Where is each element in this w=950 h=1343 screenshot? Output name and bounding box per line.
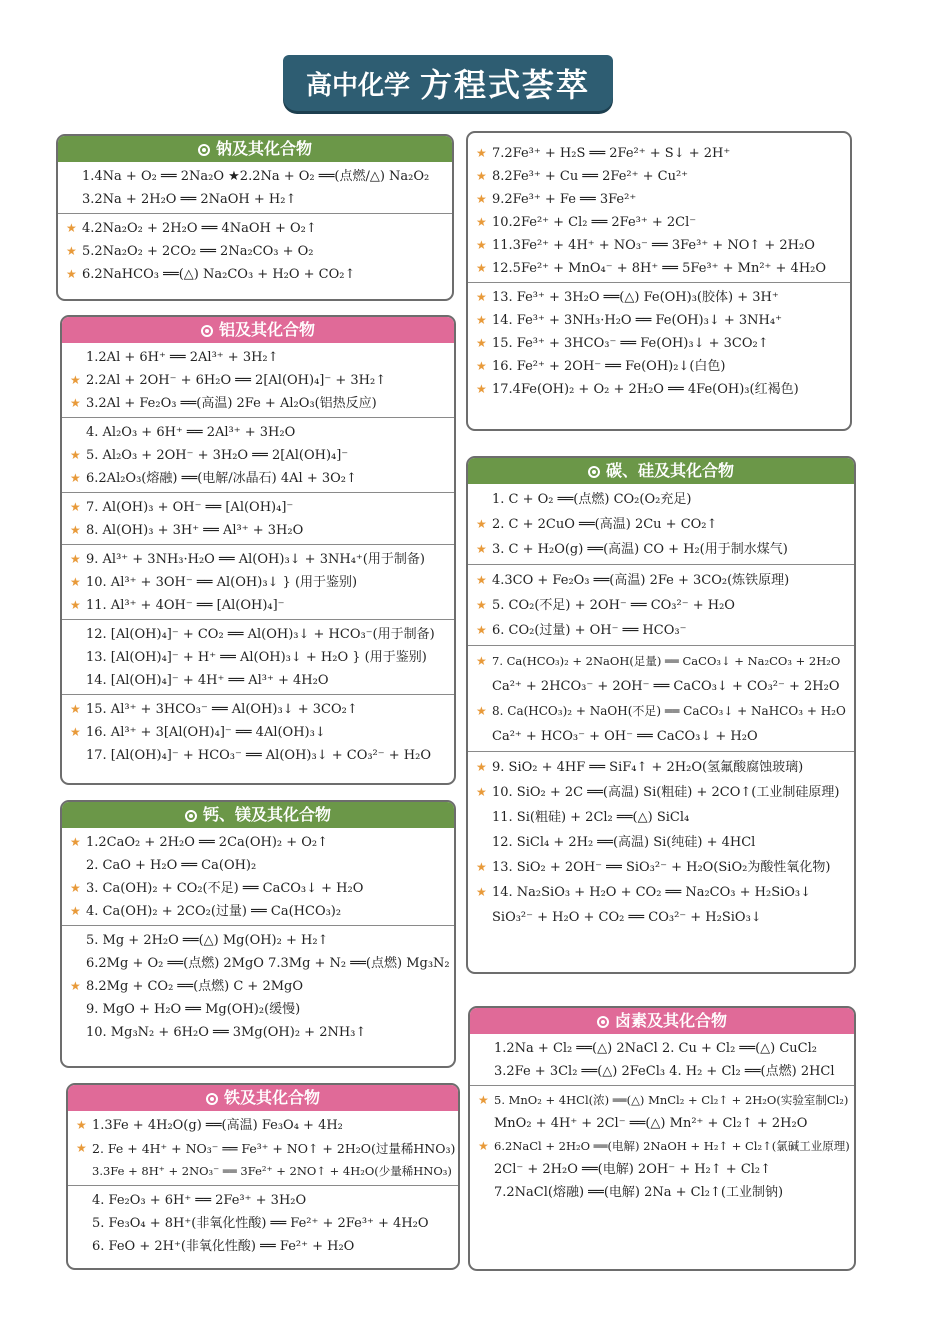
equation-group: [62, 544, 454, 619]
equation-text: 7.2Fe³⁺ + H₂S ══ 2Fe²⁺ + S↓ + 2H⁺: [492, 146, 731, 161]
equation-text: 2. C + 2CuO ══(高温) 2Cu + CO₂↑: [492, 517, 718, 532]
star-icon: ★: [76, 1118, 87, 1132]
equation-line: [62, 744, 454, 767]
equation-line: [468, 593, 854, 618]
equation-group: [468, 751, 854, 932]
equation-line: [62, 929, 454, 952]
equation-text: 8.2Mg + CO₂ ══(点燃) C + 2MgO: [86, 979, 304, 994]
section-header: [68, 1085, 458, 1111]
section-title: 钠及其化合物: [215, 139, 312, 158]
equation-line: [468, 649, 854, 674]
star-icon: ★: [476, 382, 487, 396]
star-icon: ★: [478, 1139, 489, 1153]
equation-line: [62, 998, 454, 1021]
equation-group: [62, 619, 454, 694]
equation-text: 13. [Al(OH)₄]⁻ + H⁺ ══ Al(OH)₃↓ + H₂O } (用于鉴别): [86, 650, 427, 665]
equation-text: 6.2Mg + O₂ ══(点燃) 2MgO 7.3Mg + N₂ ══(点燃) Mg₃N₂: [86, 956, 450, 971]
equation-line: [58, 217, 452, 240]
equation-text: 5. MnO₂ + 4HCl(浓) ══(△) MnCl₂ + Cl₂↑ + 2H₂O(实验室制Cl₂): [494, 1093, 849, 1107]
equation-line: [468, 855, 854, 880]
equation-line: [62, 421, 454, 444]
star-icon: ★: [70, 373, 81, 387]
equation-text: 16. Al³⁺ + 3[Al(OH)₄]⁻ ══ 4Al(OH)₃↓: [86, 725, 326, 740]
equation-line: [62, 831, 454, 854]
equation-text: 8.2Fe³⁺ + Cu ══ 2Fe²⁺ + Cu²⁺: [492, 169, 689, 184]
section-title: 碳、硅及其化合物: [605, 461, 734, 480]
equation-text: 6.2NaHCO₃ ══(△) Na₂CO₃ + H₂O + CO₂↑: [82, 267, 356, 282]
section-header: [62, 317, 454, 343]
target-icon: [201, 325, 213, 337]
equation-line: [468, 905, 854, 930]
section-header: [468, 458, 854, 484]
star-icon: ★: [66, 267, 77, 281]
equation-line: [62, 392, 454, 415]
star-icon: ★: [66, 244, 77, 258]
equation-group: [62, 492, 454, 544]
section-sodium: [56, 134, 454, 301]
equation-line: [468, 755, 854, 780]
star-icon: ★: [70, 523, 81, 537]
star-icon: ★: [70, 598, 81, 612]
star-icon: ★: [476, 215, 487, 229]
section-iron: [66, 1083, 460, 1270]
section-body: [62, 343, 454, 769]
section-header: [470, 1008, 854, 1034]
equation-line: [68, 1137, 458, 1160]
equation-text: 1.4Na + O₂ ══ 2Na₂O ★2.2Na + O₂ ══(点燃/△) Na₂O₂: [82, 169, 430, 184]
equation-text: 12. [Al(OH)₄]⁻ + CO₂ ══ Al(OH)₃↓ + HCO₃⁻(用于制备): [86, 627, 435, 642]
equation-text: 1.3Fe + 4H₂O(g) ══(高温) Fe₃O₄ + 4H₂: [92, 1118, 343, 1133]
equation-text: 14. Na₂SiO₃ + H₂O + CO₂ ══ Na₂CO₃ + H₂SiO₃↓: [492, 885, 812, 900]
section-body: [62, 828, 454, 1046]
equation-text: 12.5Fe²⁺ + MnO₄⁻ + 8H⁺ ══ 5Fe³⁺ + Mn²⁺ + 4H₂O: [492, 261, 827, 276]
star-icon: ★: [70, 448, 81, 462]
equation-group: [468, 139, 850, 282]
section-header: [62, 802, 454, 828]
star-icon: ★: [476, 290, 487, 304]
equation-line: [468, 724, 854, 749]
equation-text: 2Cl⁻ + 2H₂O ══(电解) 2OH⁻ + H₂↑ + Cl₂↑: [494, 1162, 772, 1177]
equation-text: 1. C + O₂ ══(点燃) CO₂(O₂充足): [492, 492, 692, 507]
section-body: [468, 484, 854, 932]
star-icon: ★: [70, 575, 81, 589]
equation-line: [62, 571, 454, 594]
equation-line: [468, 142, 850, 165]
equation-line: [62, 854, 454, 877]
equation-text: Ca²⁺ + HCO₃⁻ + OH⁻ ══ CaCO₃↓ + H₂O: [492, 729, 758, 744]
equation-group: [58, 213, 452, 288]
star-icon: ★: [70, 835, 81, 849]
equation-line: [470, 1037, 854, 1060]
star-icon: ★: [476, 169, 487, 183]
equation-text: 5.2Na₂O₂ + 2CO₂ ══ 2Na₂CO₃ + O₂: [82, 244, 314, 259]
star-icon: ★: [70, 979, 81, 993]
equation-line: [470, 1112, 854, 1135]
equation-group: [468, 564, 854, 645]
equation-line: [470, 1158, 854, 1181]
equation-text: 5. Al₂O₃ + 2OH⁻ + 3H₂O ══ 2[Al(OH)₄]⁻: [86, 448, 349, 463]
star-icon: ★: [70, 702, 81, 716]
equation-text: 3. C + H₂O(g) ══(高温) CO + H₂(用于制水煤气): [492, 542, 788, 557]
equation-line: [62, 496, 454, 519]
equation-line: [468, 165, 850, 188]
equation-text: 3.2Fe + 3Cl₂ ══(△) 2FeCl₃ 4. H₂ + Cl₂ ══(点燃) 2HCl: [494, 1064, 835, 1079]
equation-line: [62, 952, 454, 975]
star-icon: ★: [476, 860, 487, 874]
equation-line: [62, 698, 454, 721]
equation-text: 13. Fe³⁺ + 3H₂O ══(△) Fe(OH)₃(胶体) + 3H⁺: [492, 290, 779, 305]
equation-line: [68, 1235, 458, 1258]
star-icon: ★: [476, 336, 487, 350]
equation-text: 9. SiO₂ + 4HF ══ SiF₄↑ + 2H₂O(氢氟酸腐蚀玻璃): [492, 760, 804, 775]
equation-line: [62, 975, 454, 998]
equation-text: 10. Mg₃N₂ + 6H₂O ══ 3Mg(OH)₂ + 2NH₃↑: [86, 1025, 367, 1040]
equation-text: 10. SiO₂ + 2C ══(高温) Si(粗硅) + 2CO↑(工业制硅原理): [492, 785, 840, 800]
equation-line: [468, 286, 850, 309]
equation-text: 2.2Al + 2OH⁻ + 6H₂O ══ 2[Al(OH)₄]⁻ + 3H₂↑: [86, 373, 387, 388]
target-icon: [206, 1093, 218, 1105]
section-carbon-silicon: [466, 456, 856, 974]
equation-line: [58, 188, 452, 211]
equation-line: [468, 880, 854, 905]
star-icon: ★: [70, 471, 81, 485]
star-icon: ★: [476, 359, 487, 373]
equation-text: 10.2Fe²⁺ + Cl₂ ══ 2Fe³⁺ + 2Cl⁻: [492, 215, 697, 230]
equation-text: 1.2Al + 6H⁺ ══ 2Al³⁺ + 3H₂↑: [86, 350, 279, 365]
title-part2: 方程式荟萃: [420, 66, 591, 104]
equation-text: 4. Ca(OH)₂ + 2CO₂(过量) ══ Ca(HCO₃)₂: [86, 904, 342, 919]
equation-text: 3.2Na + 2H₂O ══ 2NaOH + H₂↑: [82, 192, 297, 207]
equation-line: [68, 1160, 458, 1183]
section-calcium-magnesium: [60, 800, 456, 1068]
target-icon: [597, 1016, 609, 1028]
equation-line: [468, 805, 854, 830]
equation-line: [58, 240, 452, 263]
equation-line: [468, 618, 854, 643]
equation-line: [62, 646, 454, 669]
equation-text: 5. CO₂(不足) + 2OH⁻ ══ CO₃²⁻ + H₂O: [492, 598, 735, 613]
equation-line: [62, 444, 454, 467]
equation-line: [468, 378, 850, 401]
section-aluminum: [60, 315, 456, 785]
star-icon: ★: [476, 623, 487, 637]
equation-line: [468, 257, 850, 280]
equation-group: [68, 1185, 458, 1260]
equation-text: 1.2Na + Cl₂ ══(△) 2NaCl 2. Cu + Cl₂ ══(△) CuCl₂: [494, 1041, 817, 1056]
equation-text: 14. Fe³⁺ + 3NH₃·H₂O ══ Fe(OH)₃↓ + 3NH₄⁺: [492, 313, 782, 328]
equation-group: [62, 417, 454, 492]
equation-line: [468, 234, 850, 257]
equation-group: [468, 282, 850, 403]
equation-group: [62, 925, 454, 1046]
equation-line: [68, 1114, 458, 1137]
star-icon: ★: [476, 704, 487, 718]
star-icon: ★: [476, 542, 487, 556]
equation-text: 3. Ca(OH)₂ + CO₂(不足) ══ CaCO₃↓ + H₂O: [86, 881, 364, 896]
equation-line: [468, 699, 854, 724]
star-icon: ★: [70, 500, 81, 514]
equation-line: [62, 900, 454, 923]
equation-line: [58, 165, 452, 188]
equation-line: [62, 369, 454, 392]
equation-line: [62, 877, 454, 900]
equation-text: 17. [Al(OH)₄]⁻ + HCO₃⁻ ══ Al(OH)₃↓ + CO₃²⁻ + H₂O: [86, 748, 431, 763]
equation-text: MnO₂ + 4H⁺ + 2Cl⁻ ══(△) Mn²⁺ + Cl₂↑ + 2H₂O: [494, 1116, 808, 1131]
equation-text: 11.3Fe²⁺ + 4H⁺ + NO₃⁻ ══ 3Fe³⁺ + NO↑ + 2H₂O: [492, 238, 815, 253]
star-icon: ★: [476, 517, 487, 531]
section-iron-continued: [466, 131, 852, 431]
star-icon: ★: [476, 261, 487, 275]
section-title: 铝及其化合物: [218, 320, 315, 339]
equation-group: [68, 1111, 458, 1185]
equation-line: [62, 721, 454, 744]
equation-group: [470, 1034, 854, 1085]
equation-group: [468, 645, 854, 751]
target-icon: [185, 810, 197, 822]
equation-group: [470, 1085, 854, 1206]
equation-line: [470, 1060, 854, 1083]
section-body: [68, 1111, 458, 1260]
equation-text: 3.2Al + Fe₂O₃ ══(高温) 2Fe + Al₂O₃(铝热反应): [86, 396, 377, 411]
section-title: 钙、镁及其化合物: [202, 805, 331, 824]
equation-line: [62, 669, 454, 692]
star-icon: ★: [70, 881, 81, 895]
equation-line: [470, 1135, 854, 1158]
equation-line: [68, 1212, 458, 1235]
equation-line: [62, 623, 454, 646]
equation-text: 8. Al(OH)₃ + 3H⁺ ══ Al³⁺ + 3H₂O: [86, 523, 304, 538]
target-icon: [588, 466, 600, 478]
equation-line: [58, 263, 452, 286]
star-icon: ★: [476, 192, 487, 206]
title-part1: 高中化学: [305, 70, 410, 101]
equation-text: SiO₃²⁻ + H₂O + CO₂ ══ CO₃²⁻ + H₂SiO₃↓: [492, 910, 762, 925]
star-icon: ★: [476, 654, 487, 668]
equation-line: [62, 1021, 454, 1044]
equation-line: [62, 548, 454, 571]
star-icon: ★: [476, 573, 487, 587]
equation-line: [68, 1189, 458, 1212]
star-icon: ★: [476, 760, 487, 774]
equation-line: [62, 519, 454, 542]
star-icon: ★: [476, 238, 487, 252]
equation-text: 2. Fe + 4H⁺ + NO₃⁻ ══ Fe³⁺ + NO↑ + 2H₂O(过量稀HNO₃): [92, 1141, 456, 1156]
equation-text: 9.2Fe³⁺ + Fe ══ 3Fe²⁺: [492, 192, 637, 207]
equation-group: [62, 343, 454, 417]
equation-line: [468, 188, 850, 211]
equation-text: 9. MgO + H₂O ══ Mg(OH)₂(缓慢): [86, 1002, 301, 1017]
section-title: 卤素及其化合物: [614, 1011, 727, 1030]
equation-group: [62, 694, 454, 769]
star-icon: ★: [476, 146, 487, 160]
equation-line: [62, 594, 454, 617]
equation-line: [470, 1089, 854, 1112]
equation-group: [468, 484, 854, 564]
equation-line: [468, 537, 854, 562]
equation-text: 10. Al³⁺ + 3OH⁻ ══ Al(OH)₃↓ } (用于鉴别): [86, 575, 358, 590]
equation-line: [468, 211, 850, 234]
equation-text: 4.2Na₂O₂ + 2H₂O ══ 4NaOH + O₂↑: [82, 221, 317, 236]
star-icon: ★: [70, 552, 81, 566]
section-body: [468, 133, 850, 403]
equation-line: [62, 467, 454, 490]
equation-text: 4. Al₂O₃ + 6H⁺ ══ 2Al³⁺ + 3H₂O: [86, 425, 296, 440]
section-header: [58, 136, 452, 162]
equation-text: 6. FeO + 2H⁺(非氧化性酸) ══ Fe²⁺ + H₂O: [92, 1239, 355, 1254]
equation-line: [468, 487, 854, 512]
equation-text: 7.2NaCl(熔融) ══(电解) 2Na + Cl₂↑(工业制钠): [494, 1185, 784, 1200]
equation-text: 6.2NaCl + 2H₂O ══(电解) 2NaOH + H₂↑ + Cl₂↑(氯碱工业原理): [494, 1139, 850, 1153]
star-icon: ★: [70, 725, 81, 739]
star-icon: ★: [476, 785, 487, 799]
equation-line: [468, 309, 850, 332]
equation-line: [468, 674, 854, 699]
equation-text: 5. Fe₃O₄ + 8H⁺(非氧化性酸) ══ Fe²⁺ + 2Fe³⁺ + 4H₂O: [92, 1216, 429, 1231]
equation-line: [468, 780, 854, 805]
equation-text: 1.2CaO₂ + 2H₂O ══ 2Ca(OH)₂ + O₂↑: [86, 835, 329, 850]
equation-line: [468, 355, 850, 378]
equation-line: [470, 1181, 854, 1204]
equation-text: 3.3Fe + 8H⁺ + 2NO₃⁻ ══ 3Fe²⁺ + 2NO↑ + 4H₂O(少量稀HNO₃): [92, 1164, 452, 1178]
equation-text: 4.3CO + Fe₂O₃ ══(高温) 2Fe + 3CO₂(炼铁原理): [492, 573, 790, 588]
equation-text: 12. SiCl₄ + 2H₂ ══(高温) Si(纯硅) + 4HCl: [492, 835, 756, 850]
equation-line: [468, 512, 854, 537]
star-icon: ★: [66, 221, 77, 235]
equation-text: 14. [Al(OH)₄]⁻ + 4H⁺ ══ Al³⁺ + 4H₂O: [86, 673, 329, 688]
equation-line: [468, 332, 850, 355]
section-halogen: [468, 1006, 856, 1271]
equation-text: 6. CO₂(过量) + OH⁻ ══ HCO₃⁻: [492, 623, 687, 638]
star-icon: ★: [476, 313, 487, 327]
star-icon: ★: [476, 885, 487, 899]
equation-line: [468, 830, 854, 855]
equation-text: 9. Al³⁺ + 3NH₃·H₂O ══ Al(OH)₃↓ + 3NH₄⁺(用于制备): [86, 552, 425, 567]
equation-group: [58, 162, 452, 213]
equation-text: 7. Ca(HCO₃)₂ + 2NaOH(足量) ══ CaCO₃↓ + Na₂CO₃ + 2H₂O: [492, 654, 841, 668]
equation-text: 6.2Al₂O₃(熔融) ══(电解/冰晶石) 4Al + 3O₂↑: [86, 471, 357, 486]
section-body: [58, 162, 452, 288]
equation-text: 15. Fe³⁺ + 3HCO₃⁻ ══ Fe(OH)₃↓ + 3CO₂↑: [492, 336, 769, 351]
equation-text: 11. Al³⁺ + 4OH⁻ ══ [Al(OH)₄]⁻: [86, 598, 285, 613]
target-icon: [198, 144, 210, 156]
section-body: [470, 1034, 854, 1206]
equation-line: [62, 346, 454, 369]
equation-text: 2. CaO + H₂O ══ Ca(OH)₂: [86, 858, 257, 873]
equation-group: [62, 828, 454, 925]
equation-text: 15. Al³⁺ + 3HCO₃⁻ ══ Al(OH)₃↓ + 3CO₂↑: [86, 702, 358, 717]
star-icon: ★: [70, 396, 81, 410]
star-icon: ★: [478, 1093, 489, 1107]
page-title: [283, 55, 613, 111]
star-icon: ★: [76, 1141, 87, 1155]
star-icon: ★: [476, 598, 487, 612]
equation-text: 8. Ca(HCO₃)₂ + NaOH(不足) ══ CaCO₃↓ + NaHCO₃ + H₂O: [492, 704, 846, 718]
equation-text: 17.4Fe(OH)₂ + O₂ + 2H₂O ══ 4Fe(OH)₃(红褐色): [492, 382, 799, 397]
equation-line: [468, 568, 854, 593]
star-icon: ★: [70, 904, 81, 918]
equation-text: 5. Mg + 2H₂O ══(△) Mg(OH)₂ + H₂↑: [86, 933, 329, 948]
equation-text: 16. Fe²⁺ + 2OH⁻ ══ Fe(OH)₂↓(白色): [492, 359, 726, 374]
equation-text: 4. Fe₂O₃ + 6H⁺ ══ 2Fe³⁺ + 3H₂O: [92, 1193, 307, 1208]
equation-text: 13. SiO₂ + 2OH⁻ ══ SiO₃²⁻ + H₂O(SiO₂为酸性氧化物): [492, 860, 831, 875]
equation-text: 7. Al(OH)₃ + OH⁻ ══ [Al(OH)₄]⁻: [86, 500, 294, 515]
equation-text: Ca²⁺ + 2HCO₃⁻ + 2OH⁻ ══ CaCO₃↓ + CO₃²⁻ + 2H₂O: [492, 679, 840, 694]
equation-text: 11. Si(粗硅) + 2Cl₂ ══(△) SiCl₄: [492, 810, 690, 825]
section-title: 铁及其化合物: [223, 1088, 320, 1107]
